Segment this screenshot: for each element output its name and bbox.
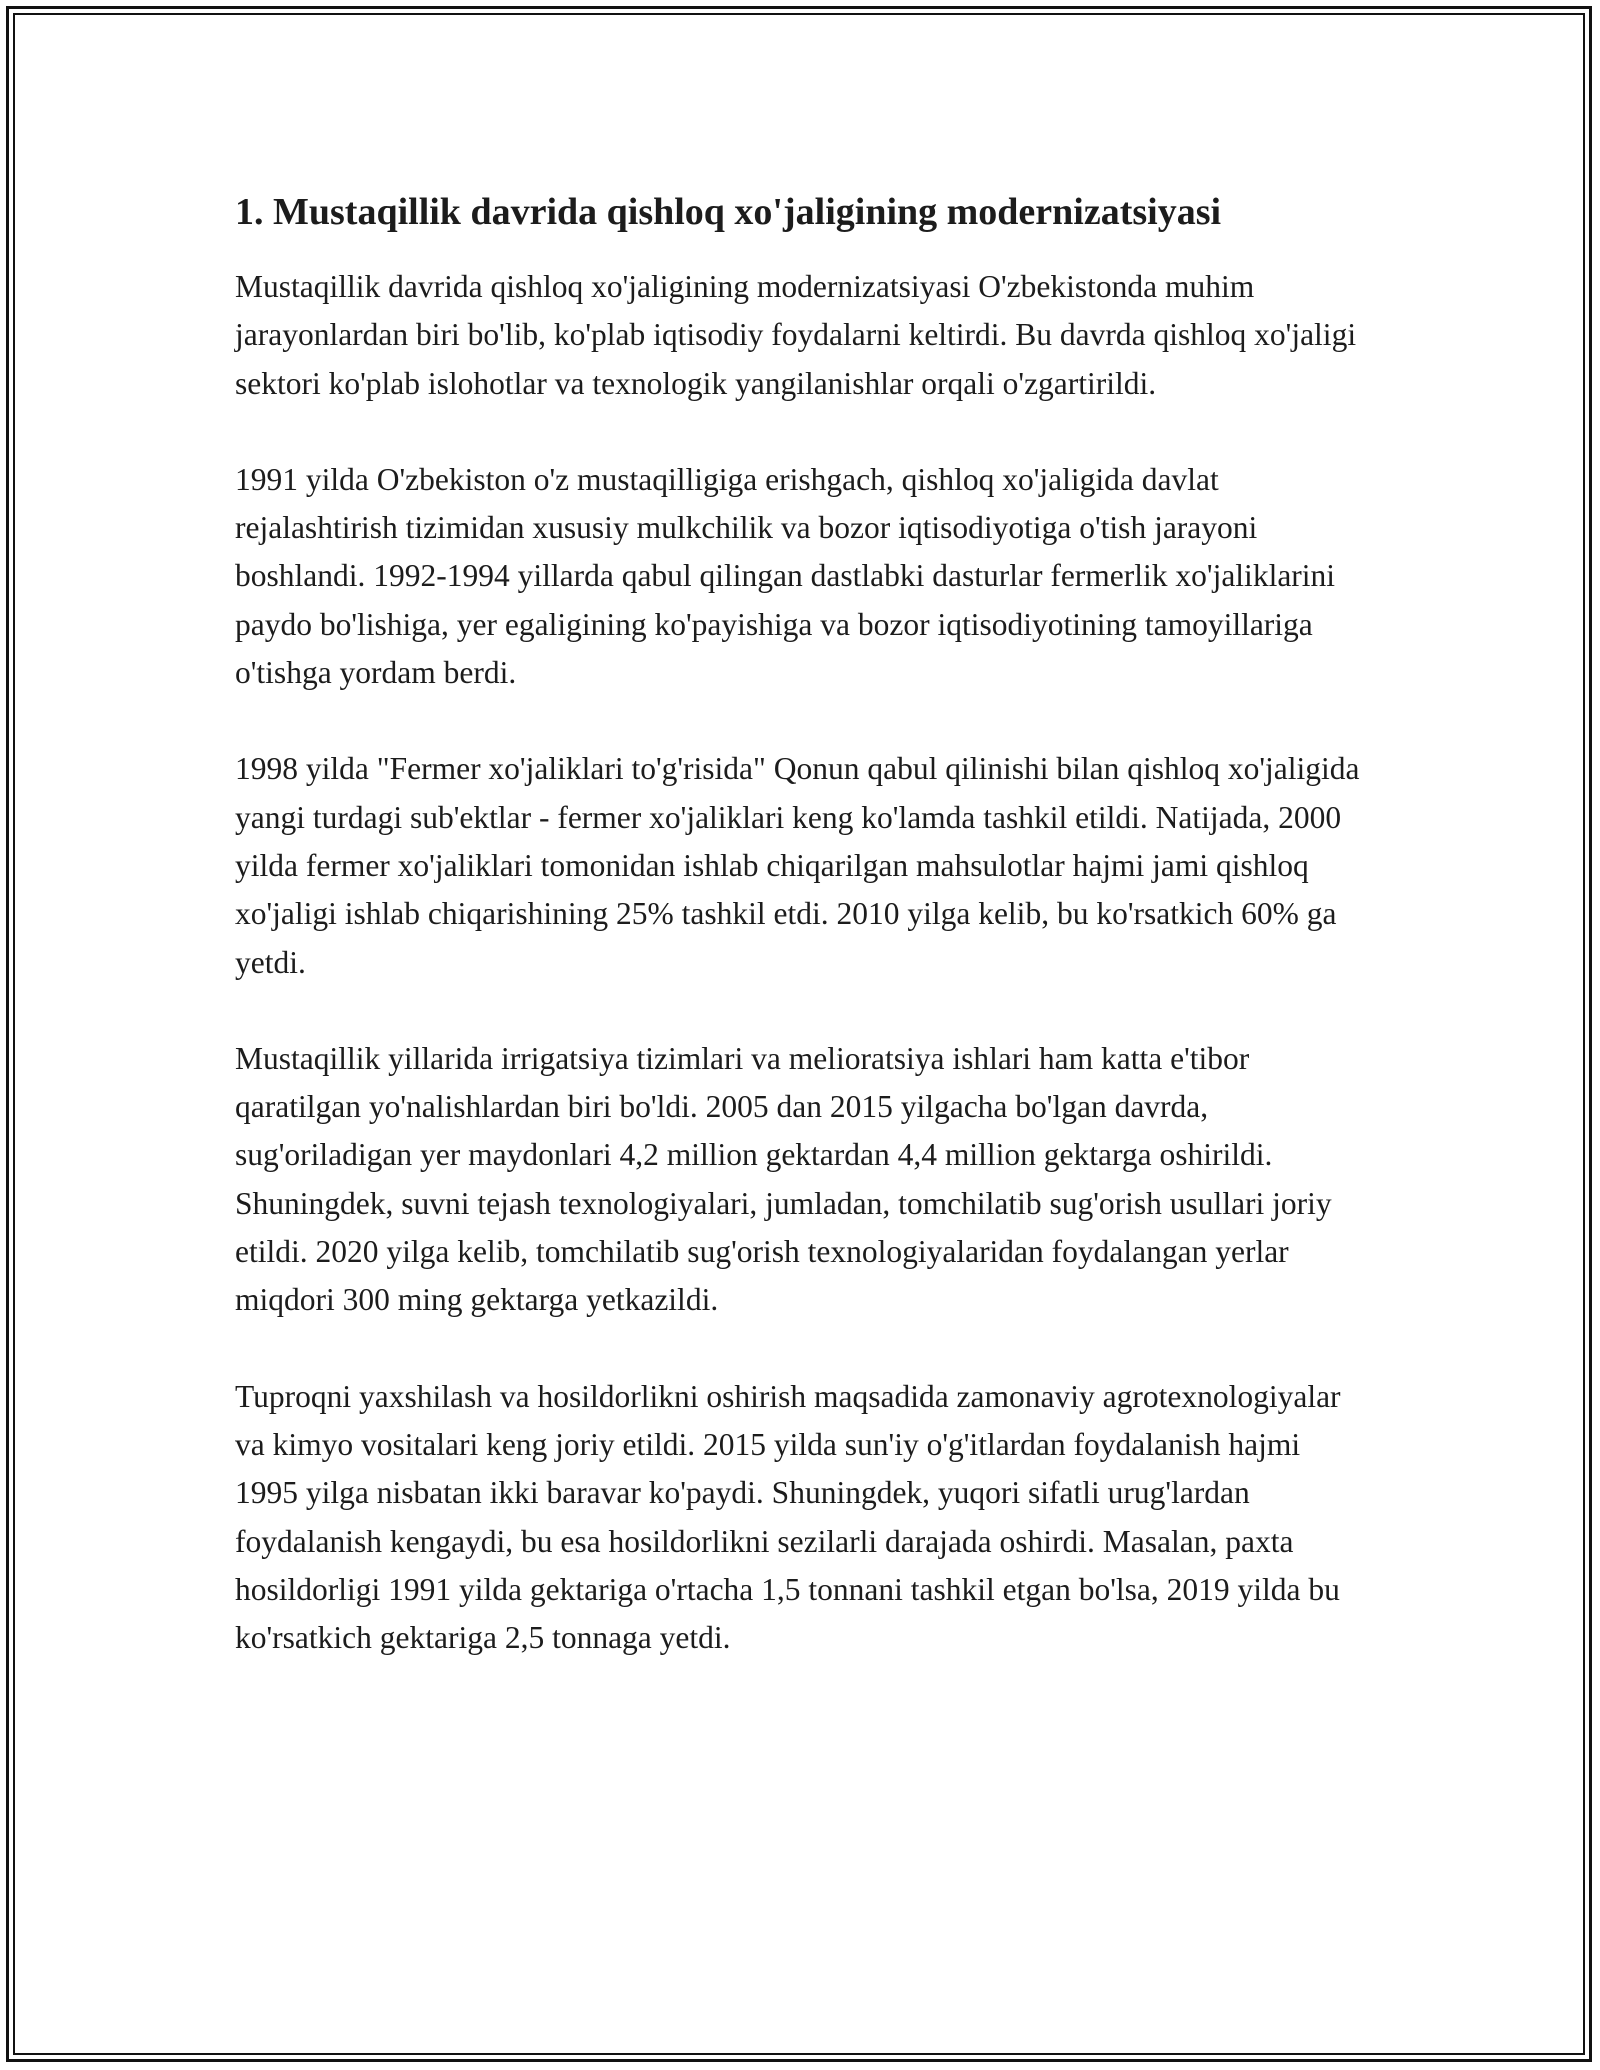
paragraph-irrigation: Mustaqillik yillarida irrigatsiya tizimlari va melioratsiya ishlari ham katta e'tibor qaratilgan yo'nalishlardan biri bo'ldi. 2005 dan 2015 yilgacha bo'lgan davrda, sug'oriladigan yer maydonlari 4,2 million gektardan 4,4 million gektarga oshirildi. Shuningdek, suvni tejash texnologiyalari, jumladan, tomchilatib sug'orish usullari joriy etildi. 2020 yilga kelib, tomchilatib sug'orish texnologiyalaridan foydalangan yerlar miqdori 300 ming gektarga yetkazildi. [235, 1040, 1332, 1318]
document-body [235, 187, 1370, 1710]
paragraph-1991-reforms: 1991 yilda O'zbekiston o'z mustaqilligiga erishgach, qishloq xo'jaligida davlat rejalashtirish tizimidan xususiy mulkchilik va bozor iqtisodiyotiga o'tish jarayoni boshlandi. 1992-1994 yillarda qabul qilingan dastlabki dasturlar fermerlik xo'jaliklarini paydo bo'lishiga, yer egaligining ko'payishiga va bozor iqtisodiyotining tamoyillariga o'tishga yordam berdi. [235, 461, 1336, 691]
paragraph-agrotechnology: Tuproqni yaxshilash va hosildorlikni oshirish maqsadida zamonaviy agrotexnologiyalar va kimyo vositalari keng joriy etildi. 2015 yilda sun'iy o'g'itlardan foydalanish hajmi 1995 yilga nisbatan ikki baravar ko'paydi. Shuningdek, yuqori sifatli urug'lardan foydalanish kengaydi, bu esa hosildorlikni sezilarli darajada oshirdi. Masalan, paxta hosildorligi 1991 yilda gektariga o'rtacha 1,5 tonnani tashkil etgan bo'lsa, 2019 yilda bu ko'rsatkich gektariga 2,5 tonnaga yetdi. [235, 1378, 1341, 1656]
section-heading: 1. Mustaqillik davrida qishloq xo'jaligining modernizatsiyasi [235, 191, 1222, 233]
paragraph-intro: Mustaqillik davrida qishloq xo'jaligining modernizatsiyasi O'zbekistonda muhim jarayonlardan biri bo'lib, ko'plab iqtisodiy foydalarni keltirdi. Bu davrda qishloq xo'jaligi sektori ko'plab islohotlar va texnologik yangilanishlar orqali o'zgartirildi. [235, 269, 1357, 401]
paragraph-farmer-law-1998: 1998 yilda "Fermer xo'jaliklari to'g'risida" Qonun qabul qilinishi bilan qishloq xo'jaligida yangi turdagi sub'ektlar - fermer xo'jaliklari keng ko'lamda tashkil etildi. Natijada, 2000 yilda fermer xo'jaliklari tomonidan ishlab chiqarilgan mahsulotlar hajmi jami qishloq xo'jaligi ishlab chiqarishining 25% tashkil etdi. 2010 yilga kelib, bu ko'rsatkich 60% ga yetdi. [235, 751, 1360, 980]
